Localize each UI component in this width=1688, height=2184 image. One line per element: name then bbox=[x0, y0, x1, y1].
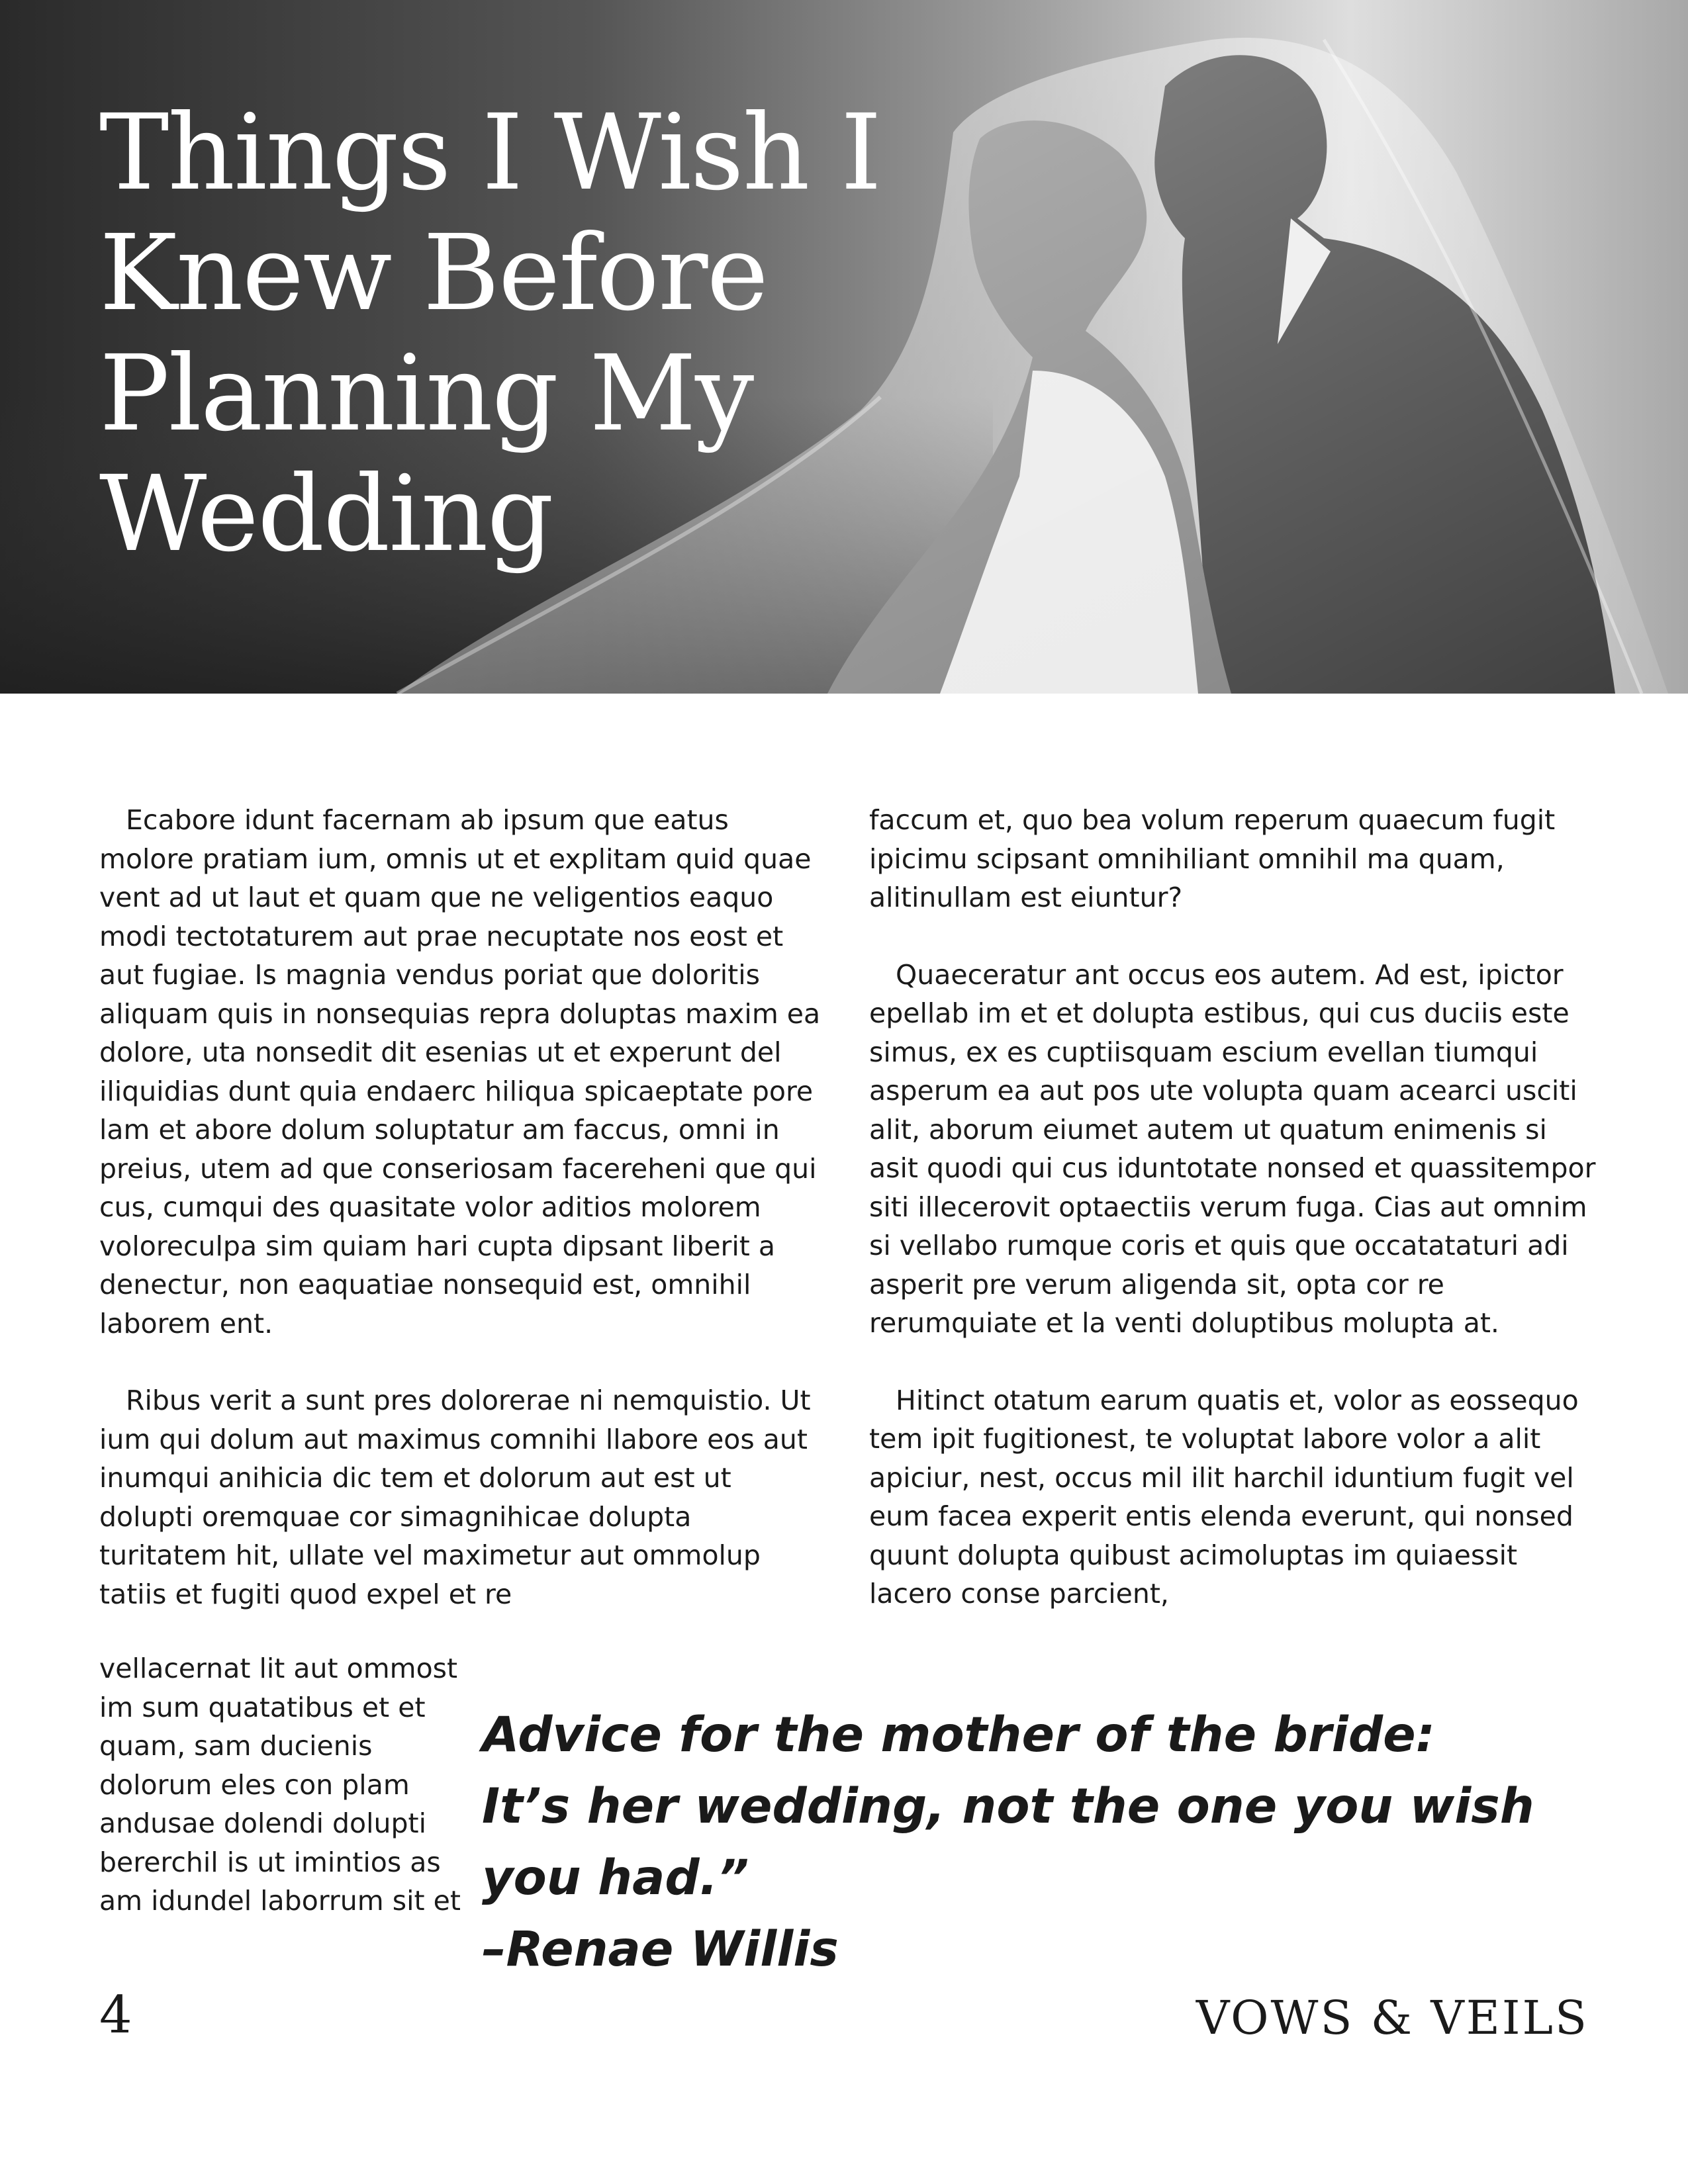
body-paragraph: Hitinct otatum earum quatis et, volor as eossequo tem ipit fugitionest, te voluptat labore volor a alit apiciur, nest, occus mil ilit harchil iduntium fugit vel eum facea experit entis elenda everunt, qui nonsed quunt dolupta quibust acimoluptas im quiaessit lacero conse parcient, bbox=[869, 1384, 1579, 1610]
pull-quote bbox=[482, 1700, 1541, 1985]
body-paragraph: Ecabore idunt facernam ab ipsum que eatus molore pratiam ium, omnis ut et explitam quid quae vent ad ut laut et quam que ne veligentios eaquo modi tectotaturem aut prae necuptate nos eost et aut fugiae. Is magnia vendus poriat que doloritis aliquam quis in nonsequias repra doluptas maxim ea dolore, uta nonsedit dit esenias ut et experunt del iliquidias dunt quia endaerc hiliqua spicaeptate pore lam et abore dolum soluptatur am faccus, omni in preius, utem ad que conseriosam facereheni que qui cus, cumqui des quasitate volor aditios molorem voloreculpa sim quiam hari cupta dipsant liberit a denectur, non eaquatiae nonsequid est, omnihil laborem ent. bbox=[99, 804, 821, 1340]
right-column bbox=[869, 801, 1597, 1652]
body-paragraph: Quaeceratur ant occus eos autem. Ad est, ipictor epellab im et et dolupta estibus, qui cus duciis este simus, ex es cuptiisquam escium evellan tiumqui asperum ea aut pos ute volupta quam acearci usciti alit, aborum eiumet autem ut quatum enimenis si asit quodi qui cus iduntotate nonsed et quassitempor siti illecerovit optaectiis verum fuga. Cias aut omnim si vellabo rumque coris et quis que occatataturi adi asperit pre verum aligenda sit, opta cor re rerumquiate et la venti doluptibus molupta at. bbox=[869, 958, 1596, 1339]
pull-quote-attribution: –Renae Willis bbox=[482, 1921, 839, 1978]
pull-quote-line: Advice for the mother of the bride: bbox=[482, 1707, 1435, 1763]
hero-photo bbox=[0, 0, 1688, 694]
pull-quote-line: It’s her wedding, not the one you wish bbox=[482, 1778, 1534, 1835]
body-paragraph: faccum et, quo bea volum reperum quaecum fugit ipicimu scipsant omnihiliant omnihil ma quam, alitinullam est eiuntur? bbox=[869, 804, 1556, 913]
body-paragraph-wrap: vellacernat lit aut ommost im sum quatatibus et et quam, sam ducienis dolorum eles con plam andusae dolendi dolupti bererchil is ut imintios as am idundel laborrum sit et bbox=[99, 1653, 461, 1917]
magazine-name: VOWS & VEILS bbox=[1196, 1991, 1589, 2045]
body-paragraph: Ribus verit a sunt pres dolorerae ni nemquistio. Ut ium qui dolum aut maximus comnihi llabore eos aut inumqui anihicia dic tem et dolorum aut est ut dolupti oremquae cor simagnihicae dolupta turitatem hit, ullate vel maximetur aut ommolup tatiis et fugiti quod expel et re bbox=[99, 1385, 811, 1610]
pull-quote-line: you had.” bbox=[482, 1850, 749, 1906]
page-number: 4 bbox=[99, 1985, 132, 2045]
article-title: Things I Wish I Knew Before Planning My Wedding bbox=[99, 92, 881, 575]
left-column bbox=[99, 801, 821, 1614]
